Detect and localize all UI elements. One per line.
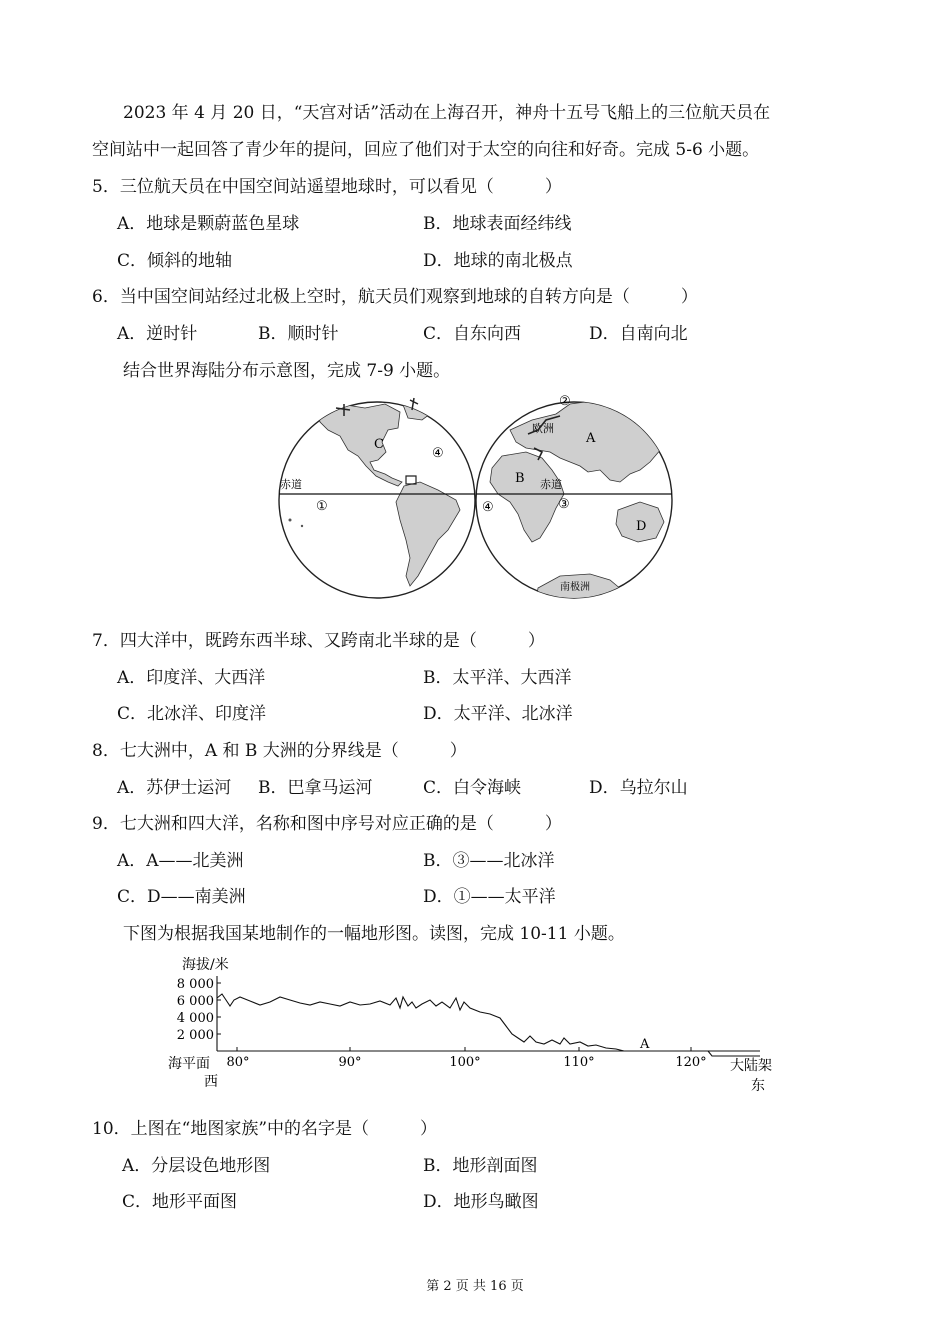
xtick-120: 120° [675, 1055, 707, 1070]
q8-stem: 8．七大洲中，A 和 B 大洲的分界线是（ ） [92, 741, 467, 761]
terrain-profile-chart [160, 950, 800, 1100]
q6-option-c[interactable]: C．自东向西 [423, 324, 522, 344]
xtick-90: 90° [338, 1055, 362, 1070]
q6-option-d[interactable]: D．自南向北 [589, 324, 688, 344]
q7-option-b[interactable]: B．太平洋、大西洋 [423, 668, 572, 688]
ytick-6000: 6 000 [176, 994, 214, 1009]
world-hemisphere-map [270, 390, 680, 610]
q7-option-c[interactable]: C．北冰洋、印度洋 [117, 704, 267, 724]
q7-stem: 7．四大洋中，既跨东西半球、又跨南北半球的是（ ） [92, 631, 545, 651]
q10-option-b[interactable]: B．地形剖面图 [423, 1156, 538, 1176]
q9-option-a[interactable]: A．A——北美洲 [117, 851, 244, 871]
q6-stem: 6．当中国空间站经过北极上空时，航天员们观察到地球的自转方向是（ ） [92, 287, 698, 307]
q5-stem: 5．三位航天员在中国空间站遥望地球时，可以看见（ ） [92, 177, 562, 197]
ocean-label-4-right: ④ [482, 500, 494, 515]
q8-option-a[interactable]: A．苏伊士运河 [117, 778, 232, 798]
q6-option-b[interactable]: B．顺时针 [258, 324, 339, 344]
page-footer: 第 2 页 共 16 页 [426, 1279, 524, 1294]
q10-stem: 10．上图在“地图家族”中的名字是（ ） [92, 1119, 438, 1139]
q10-option-a[interactable]: A．分层设色地形图 [122, 1156, 271, 1176]
q5-option-a[interactable]: A．地球是颗蔚蓝色星球 [117, 214, 300, 234]
profile-sea-level-label: 海平面 [168, 1056, 210, 1072]
q7-option-a[interactable]: A．印度洋、大西洋 [117, 668, 266, 688]
q6-option-a[interactable]: A．逆时针 [117, 324, 198, 344]
equator-label-left: 赤道 [280, 478, 302, 491]
ytick-2000: 2 000 [176, 1028, 214, 1043]
equator-label-right: 赤道 [540, 478, 562, 491]
antarctica-label: 南极洲 [560, 582, 590, 593]
continent-label-d: D [636, 519, 647, 534]
intro-line-1: 2023 年 4 月 20 日，“天宫对话”活动在上海召开，神舟十五号飞船上的三位航天员在 [123, 103, 771, 123]
profile-y-ticks [177, 977, 221, 1043]
profile-shelf-label: 大陆架 [730, 1058, 772, 1074]
ocean-label-3: ③ [558, 497, 570, 512]
intro-map: 结合世界海陆分布示意图，完成 7-9 小题。 [123, 361, 451, 381]
q8-option-b[interactable]: B．巴拿马运河 [258, 778, 373, 798]
q10-option-d[interactable]: D．地形鸟瞰图 [423, 1192, 539, 1212]
profile-point-a: A [640, 1037, 650, 1052]
q5-option-d[interactable]: D．地球的南北极点 [423, 251, 573, 271]
profile-x-ticks [226, 1047, 706, 1070]
q8-option-d[interactable]: D．乌拉尔山 [589, 778, 688, 798]
ytick-4000: 4 000 [176, 1011, 214, 1026]
q9-option-b[interactable]: B．③——北冰洋 [423, 851, 555, 871]
profile-east-label: 东 [751, 1078, 765, 1094]
xtick-110: 110° [563, 1055, 595, 1070]
ocean-label-1: ① [316, 499, 328, 514]
greenland-shape [402, 398, 438, 420]
ocean-label-4-left: ④ [432, 446, 444, 461]
intro-profile: 下图为根据我国某地制作的一幅地形图。读图，完成 10-11 小题。 [123, 924, 625, 944]
continental-shelf-line [708, 1051, 760, 1056]
continent-label-c: C [374, 437, 384, 452]
continent-label-a: A [586, 431, 596, 446]
q9-option-c[interactable]: C．D——南美洲 [117, 887, 246, 907]
eastern-hemisphere [476, 394, 672, 602]
q7-option-d[interactable]: D．太平洋、北冰洋 [423, 704, 573, 724]
profile-west-label: 西 [204, 1074, 218, 1090]
q5-option-c[interactable]: C．倾斜的地轴 [117, 251, 233, 271]
q8-option-c[interactable]: C．白令海峡 [423, 778, 522, 798]
xtick-80: 80° [226, 1055, 250, 1070]
terrain-profile-line [217, 994, 624, 1051]
intro-line-2: 空间站中一起回答了青少年的提问，回应了他们对于太空的向往和好奇。完成 5-6 小题。 [92, 140, 760, 160]
ytick-8000: 8 000 [176, 977, 214, 992]
profile-ylabel: 海拔/米 [182, 957, 229, 973]
xtick-100: 100° [449, 1055, 481, 1070]
q10-option-c[interactable]: C．地形平面图 [122, 1192, 238, 1212]
europe-label: 欧洲 [532, 422, 554, 435]
q9-stem: 9．七大洲和四大洋，名称和图中序号对应正确的是（ ） [92, 814, 562, 834]
q5-option-b[interactable]: B．地球表面经纬线 [423, 214, 572, 234]
q9-option-d[interactable]: D．①——太平洋 [423, 887, 556, 907]
western-hemisphere [279, 398, 475, 598]
continent-label-b: B [515, 471, 525, 486]
ocean-label-2: ② [559, 394, 571, 409]
